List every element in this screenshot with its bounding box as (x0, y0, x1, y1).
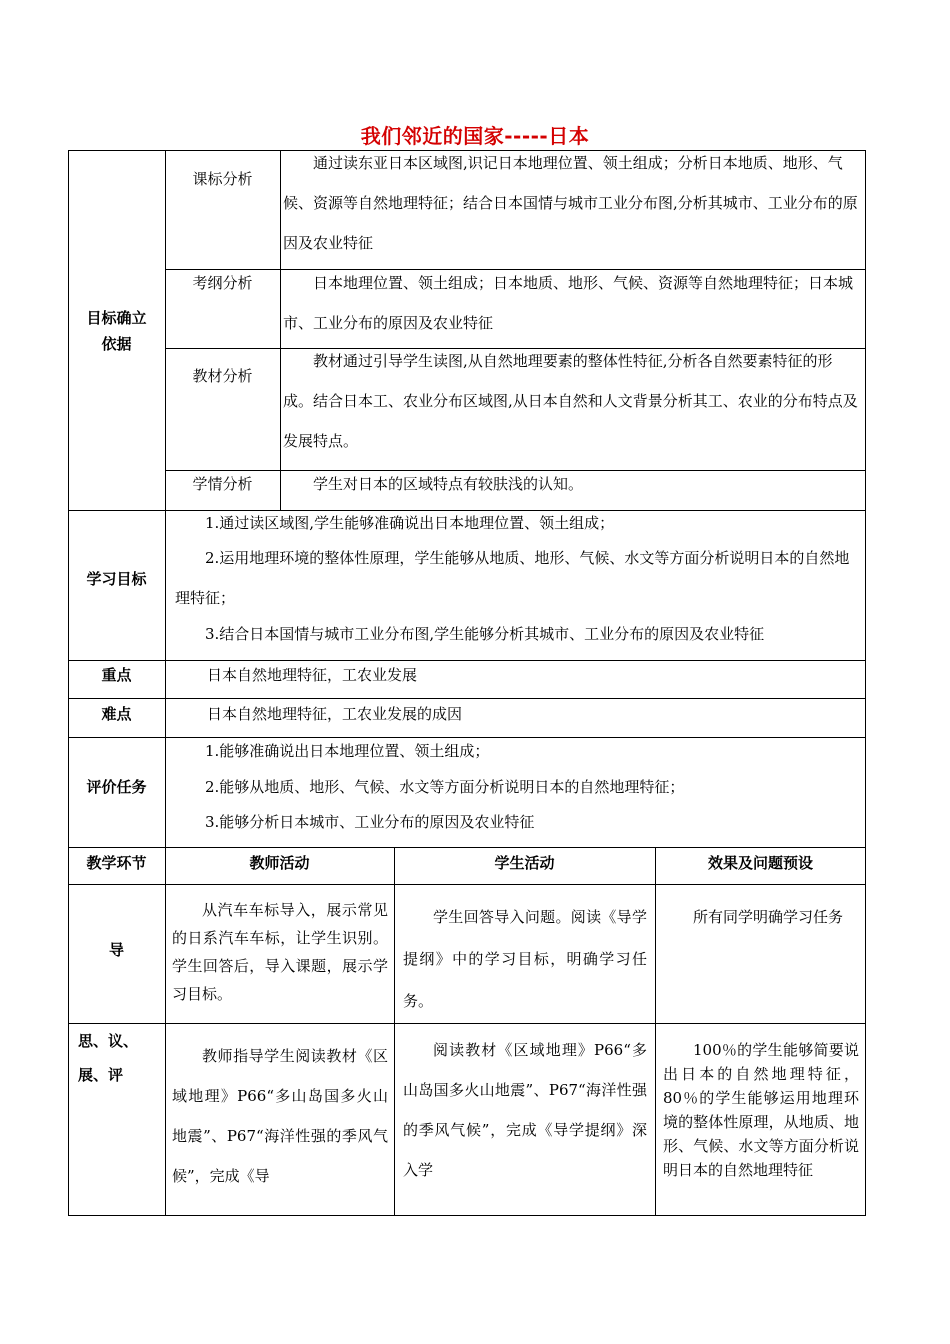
process-header: 效果及问题预设 (707, 854, 813, 872)
basis-row-name: 教材分析 (192, 367, 253, 385)
basis-row-text: 日本地理位置、领土组成；日本地质、地形、气候、资源等自然地理特征；日本城市、工业分布的原因及农业特征 (283, 274, 854, 332)
basis-row-text: 教材通过引导学生读图,从自然地理要素的整体性特征,分析各自然要素特征的形成。结合日本工、农业分布区域图,从日本自然和人文背景分析其工、农业的分布特点及发展特点。 (283, 352, 858, 450)
process-stage: 导 (108, 941, 124, 959)
difficulty-text: 日本自然地理特征，工农业发展的成因 (207, 705, 463, 723)
process-teacher: 教师指导学生阅读教材《区域地理》P66“多山岛国多火山地震”、P67“海洋性强的季风气候”，完成《导 (172, 1047, 388, 1185)
difficulty-label: 难点 (101, 705, 132, 723)
process-header: 学生活动 (494, 854, 555, 872)
evaluation-label: 评价任务 (86, 778, 147, 796)
basis-row-name: 课标分析 (192, 170, 253, 188)
process-header: 教师活动 (249, 854, 310, 872)
goal-item: 3.结合日本国情与城市工业分布图,学生能够分析其城市、工业分布的原因及农业特征 (205, 625, 765, 643)
basis-label: 目标确立 依据 (86, 309, 147, 353)
evaluation-item: 2.能够从地质、地形、气候、水文等方面分析说明日本的自然地理特征； (205, 778, 685, 796)
evaluation-item: 3.能够分析日本城市、工业分布的原因及农业特征 (205, 813, 535, 831)
basis-row-text: 通过读东亚日本区域图,识记日本地理位置、领土组成；分析日本地质、地形、气候、资源等自然地理特征；结合日本国情与城市工业分布图,分析其城市、工业分布的原因及农业特征 (283, 154, 858, 252)
goal-item: 1.通过读区域图,学生能够准确说出日本地理位置、领土组成； (205, 514, 615, 532)
goals-label: 学习目标 (86, 570, 147, 588)
key-point-text: 日本自然地理特征，工农业发展 (207, 666, 418, 684)
basis-row-name: 考纲分析 (192, 274, 253, 292)
basis-row-text: 学生对日本的区域特点有较肤浅的认知。 (313, 475, 584, 493)
process-effect: 所有同学明确学习任务 (693, 908, 844, 926)
process-student: 学生回答导入问题。阅读《导学提纲》中的学习目标，明确学习任务。 (403, 908, 647, 1010)
document-title: 我们邻近的国家-----日本 (360, 124, 590, 148)
process-header: 教学环节 (86, 854, 147, 872)
goal-item: 2.运用地理环境的整体性原理，学生能够从地质、地形、气候、水文等方面分析说明日本的自然地理特征； (175, 549, 850, 607)
process-teacher: 从汽车车标导入，展示常见的日系汽车车标，让学生识别。学生回答后，导入课题，展示学习目标。 (172, 901, 388, 1003)
basis-row-name: 学情分析 (192, 475, 253, 493)
evaluation-item: 1.能够准确说出日本地理位置、领土组成； (205, 742, 490, 760)
process-stage: 思、议、 展、评 (78, 1032, 139, 1084)
key-point-label: 重点 (101, 666, 132, 684)
process-effect: 100％的学生能够简要说出日本的自然地理特征，80％的学生能够运用地理环境的整体性原理，从地质、地形、气候、水文等方面分析说明日本的自然地理特征 (663, 1041, 859, 1179)
process-student: 阅读教材《区域地理》P66“多山岛国多火山地震”、P67“海洋性强的季风气候”，完成《导学提纲》深入学 (403, 1041, 647, 1179)
